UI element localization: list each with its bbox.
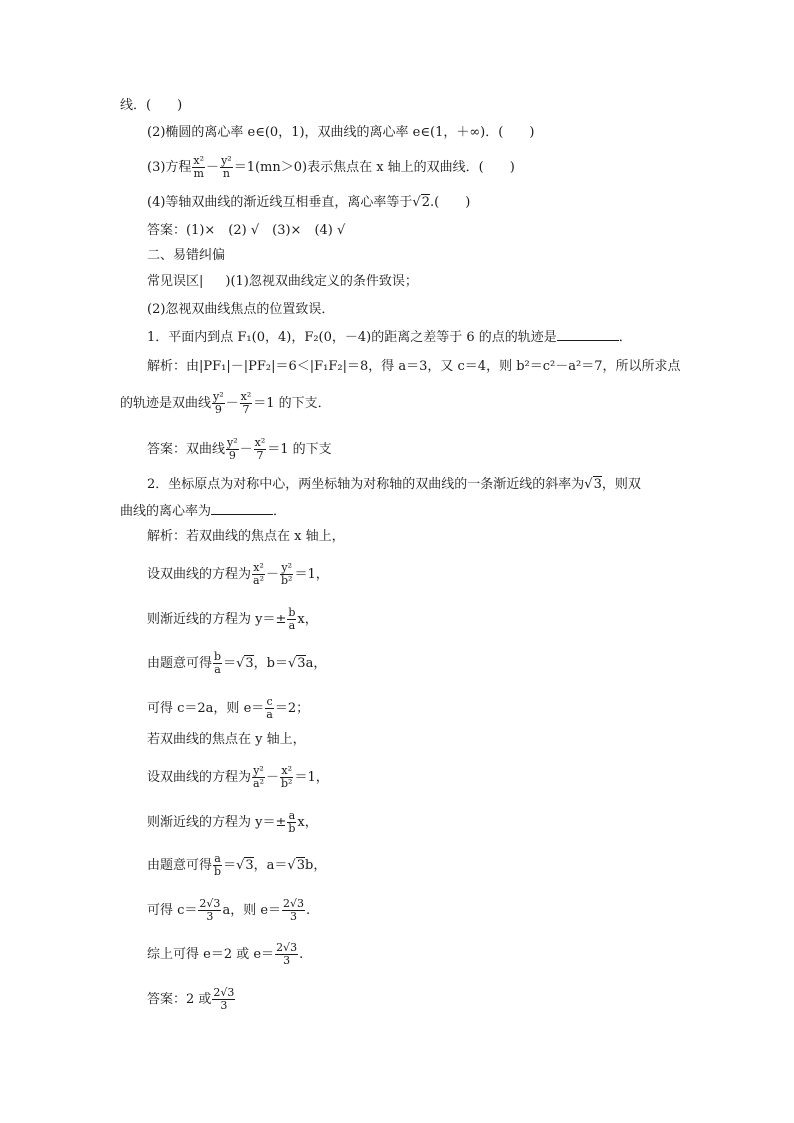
fraction: $\frac{\text{y²}}{\text{b²}}$ xyxy=(281,561,293,587)
text-line: 线．( ) xyxy=(120,98,183,113)
answer-blank xyxy=(557,328,619,341)
sqrt: √2 xyxy=(412,195,430,210)
fraction: $\frac{a}{b}$ xyxy=(214,852,222,878)
text-line: (4)等轴双曲线的渐近线互相垂直，离心率等于√2.( ) xyxy=(147,193,470,213)
fraction: $\frac{2√3}{3}$ xyxy=(199,897,221,923)
text-line: (2)椭圆的离心率 e∈(0，1)，双曲线的离心率 e∈(1，＋∞)．( ) xyxy=(147,125,535,140)
text-line: 解析：由|PF₁|－|PF₂|＝6＜|F₁F₂|＝8，得 a＝3，又 c＝4，则 b²＝c²－a²＝7，所以所求点 xyxy=(147,359,681,374)
text-line: 若双曲线的焦点在 y 轴上， xyxy=(147,732,306,747)
text-line: 由题意可得 $\frac{b}{a}$ ＝√3，b＝√3a， xyxy=(147,650,327,676)
text-line: 则渐近线的方程为 y＝± $\frac{b}{a}$ x， xyxy=(147,606,318,632)
answer-blank xyxy=(211,502,273,515)
fraction: $\frac{a}{b}$ xyxy=(288,809,296,835)
sqrt: √3 xyxy=(236,656,254,671)
text-line: 由题意可得 $\frac{a}{b}$ ＝√3，a＝√3b， xyxy=(147,852,327,878)
text-line: 设双曲线的方程为 $\frac{\text{y²}}{\text{a²}}$ － $\frac{\text{x²}}{\text{b²}}$ ＝1， xyxy=(147,764,329,790)
sqrt: √3 xyxy=(584,477,602,492)
answer-line: 答案：2 或 $\frac{2√3}{3}$ xyxy=(147,986,235,1012)
text-line: 的轨迹是双曲线 $\frac{\text{y²}}{9}$ － $\frac{\text{x²}}{7}$ ＝1 的下支． xyxy=(120,390,331,416)
question-2-cont: 曲线的离心率为 ． xyxy=(120,504,287,519)
fraction: $\frac{2√3}{3}$ xyxy=(213,986,235,1012)
text-line: 则渐近线的方程为 y＝± $\frac{a}{b}$ x， xyxy=(147,809,318,835)
text-line: 可得 c＝ $\frac{2√3}{3}$ a，则 e＝ $\frac{2√3}{3}$ . xyxy=(147,897,311,923)
section-heading: 二、易错纠偏 xyxy=(147,248,226,263)
fraction: $\frac{2√3}{3}$ xyxy=(276,941,298,967)
question-2: 2．坐标原点为对称中心，两坐标轴为对称轴的双曲线的一条渐近线的斜率为√3，则双 xyxy=(147,475,641,495)
text-line: 设双曲线的方程为 $\frac{\text{x²}}{\text{a²}}$ － $\frac{\text{y²}}{\text{b²}}$ ＝1， xyxy=(147,561,329,587)
question-1: 1．平面内到点 F₁(0，4)，F₂(0，－4)的距离之差等于 6 的点的轨迹是 ． xyxy=(147,330,632,345)
fraction: $\frac{\text{y²}}{9}$ xyxy=(227,436,238,462)
text-line: 综上可得 e＝2 或 e＝ $\frac{2√3}{3}$ . xyxy=(147,941,304,967)
fraction: $\frac{\text{x²}}{\text{b²}}$ xyxy=(281,764,293,790)
text-line: 常见误区| )(1)忽视双曲线定义的条件致误； xyxy=(147,274,418,289)
answer-line: 答案：双曲线 $\frac{\text{y²}}{9}$ － $\frac{\text{x²}}{7}$ ＝1 的下支 xyxy=(147,436,332,462)
fraction: $\frac{b}{a}$ xyxy=(288,606,296,632)
fraction: $\frac{\text{x²}}{7}$ xyxy=(254,436,266,462)
sqrt: √3 xyxy=(287,858,305,873)
text-line: (3)方程 $\frac{\text{x²}}{m}$ － $\frac{\text{y²}}{n}$ ＝1(mn＞0)表示焦点在 x 轴上的双曲线．( ) xyxy=(147,154,515,180)
text-line: (2)忽视双曲线焦点的位置致误． xyxy=(147,302,335,317)
fraction: $\frac{\text{y²}}{9}$ xyxy=(213,390,224,416)
fraction: $\frac{\text{y²}}{\text{a²}}$ xyxy=(253,764,264,790)
fraction: $\frac{\text{x²}}{m}$ xyxy=(193,154,205,180)
answer-line: 答案：(1)× (2) √ (3)× (4) √ xyxy=(147,223,346,238)
fraction: $\frac{2√3}{3}$ xyxy=(283,897,305,923)
text-line: 可得 c＝2a，则 e＝ $\frac{c}{a}$ ＝2； xyxy=(147,695,310,721)
fraction: $\frac{\text{y²}}{n}$ xyxy=(221,154,232,180)
text-line: 解析：若双曲线的焦点在 x 轴上， xyxy=(147,529,345,544)
fraction: $\frac{c}{a}$ xyxy=(266,695,273,721)
sqrt: √3 xyxy=(236,858,254,873)
fraction: $\frac{b}{a}$ xyxy=(214,650,222,676)
fraction: $\frac{\text{x²}}{7}$ xyxy=(240,390,252,416)
fraction: $\frac{\text{x²}}{\text{a²}}$ xyxy=(253,561,264,587)
sqrt: √3 xyxy=(287,656,306,671)
